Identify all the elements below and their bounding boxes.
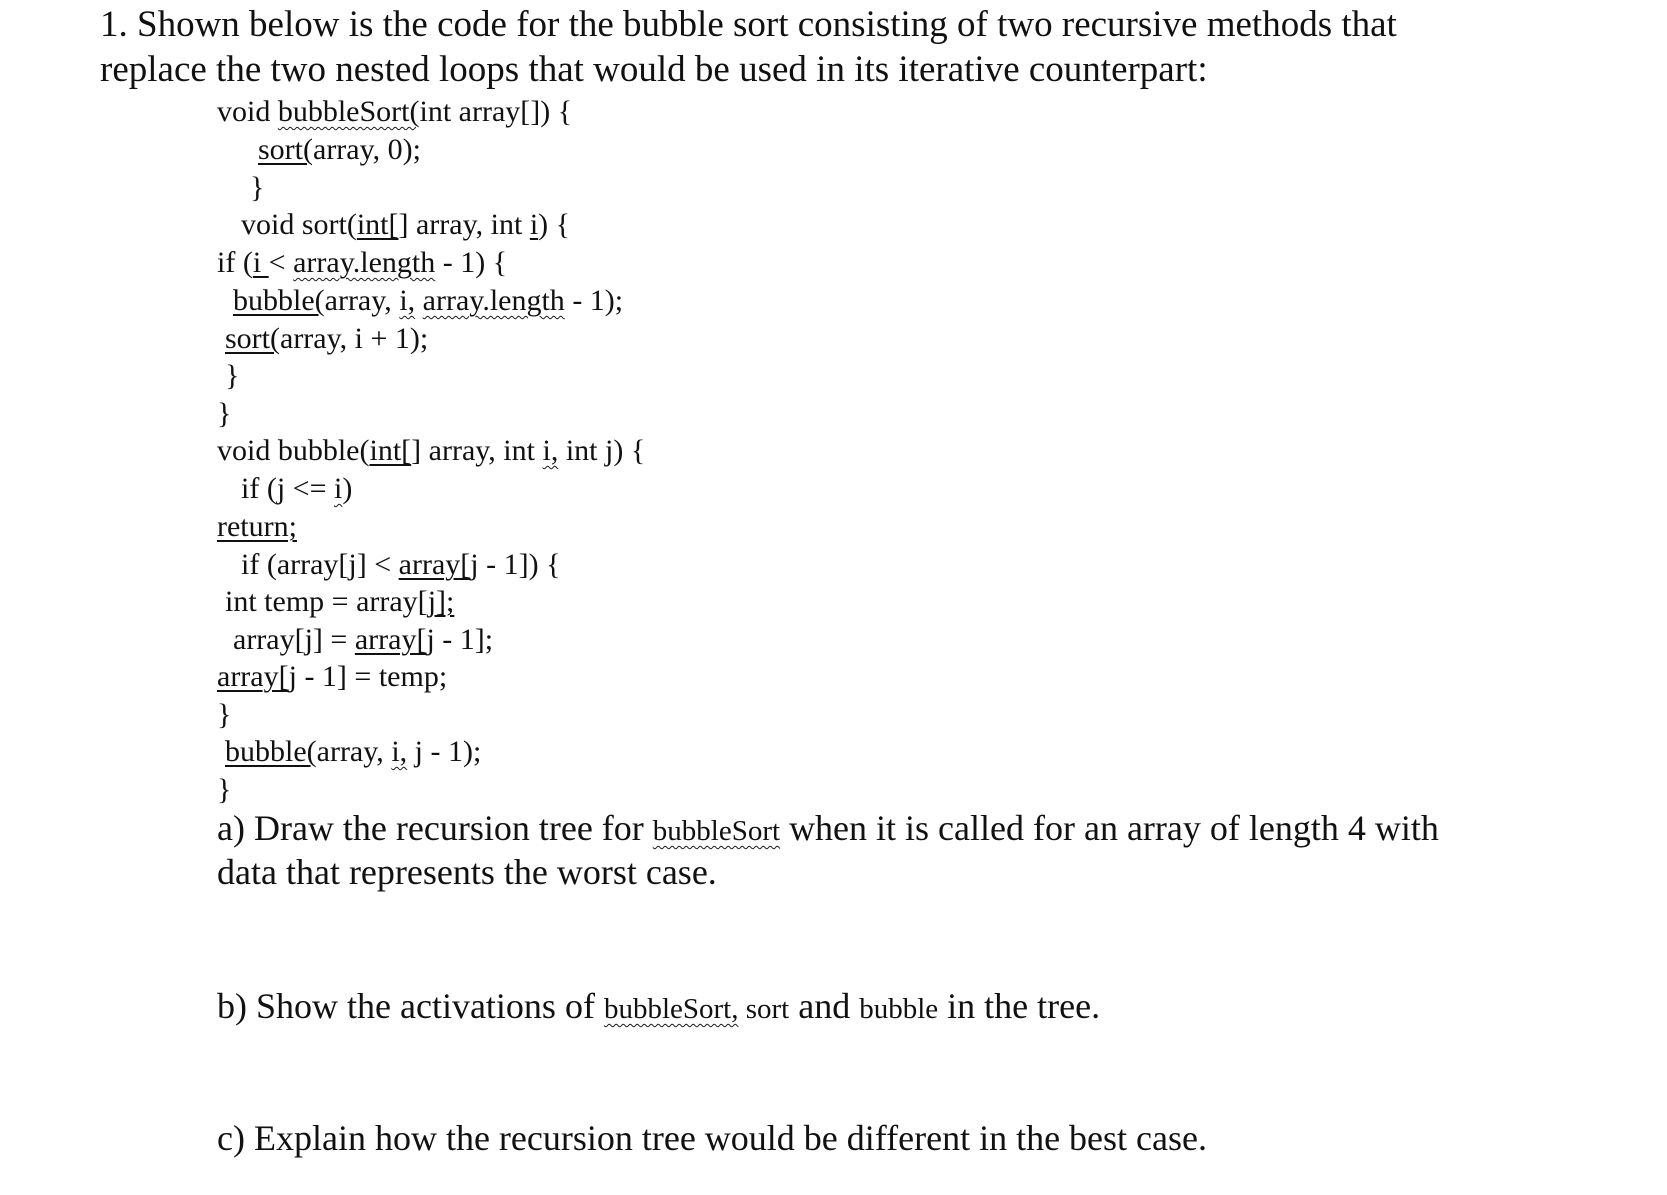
code-token: j - 1); bbox=[407, 735, 482, 768]
code-line-close-brace: } bbox=[217, 773, 232, 806]
code-token: int array[]) { bbox=[419, 95, 573, 128]
code-token-underlined: i bbox=[252, 246, 269, 279]
code-token: j - 1]; bbox=[426, 623, 494, 656]
code-token: - 1) { bbox=[435, 246, 508, 279]
code-token-underlined: j]; bbox=[427, 585, 455, 618]
code-token-underlined: bubble( bbox=[225, 735, 317, 768]
code-line-bubblesort-signature bbox=[217, 93, 572, 131]
code-line-bubble-signature bbox=[217, 432, 645, 470]
code-token: void sort( bbox=[241, 208, 357, 241]
code-token-spellcheck: i, bbox=[399, 284, 416, 317]
code-line-close-brace: } bbox=[225, 359, 240, 392]
code-token: ] array, int bbox=[398, 208, 530, 241]
code-token-spellcheck: i, bbox=[542, 434, 559, 467]
code-token: if (j <= bbox=[241, 472, 334, 505]
question-term: bubble bbox=[859, 993, 939, 1025]
code-token: void bbox=[217, 95, 278, 128]
code-line-sort-call bbox=[258, 131, 421, 169]
code-token: int temp = array[ bbox=[225, 585, 428, 618]
code-line-temp-assign bbox=[225, 583, 454, 621]
code-token-underlined: array[ bbox=[398, 548, 471, 581]
question-term: sort bbox=[738, 993, 790, 1025]
question-a-line-1 bbox=[217, 806, 1439, 853]
code-token-underlined: int[ bbox=[356, 208, 399, 241]
code-token: array, bbox=[316, 735, 392, 768]
code-token-underlined: array[ bbox=[217, 660, 289, 693]
code-line-swap-assign bbox=[233, 621, 493, 659]
question-term-spellcheck: bubbleSort bbox=[652, 815, 781, 847]
code-line-bubble-recursive-call bbox=[225, 733, 481, 771]
code-token-underlined: bubble( bbox=[233, 284, 325, 317]
code-token-spellcheck: i bbox=[334, 472, 343, 505]
code-token-underlined: int[ bbox=[369, 434, 412, 467]
question-heading-line-1: 1. Shown below is the code for the bubble sort consisting of two recursive methods that bbox=[100, 4, 1397, 45]
question-text: b) Show the activations of bbox=[217, 986, 604, 1026]
code-token: j - 1]) { bbox=[470, 548, 561, 581]
code-token-spellcheck: array.length bbox=[293, 246, 436, 279]
code-line-close-brace: } bbox=[217, 397, 232, 430]
question-text: when it is called for an array of length 4 with bbox=[780, 808, 1439, 848]
question-term-spellcheck: bubbleSort, bbox=[603, 993, 739, 1025]
code-token: ) { bbox=[538, 208, 571, 241]
code-line-close-brace: } bbox=[217, 698, 232, 731]
code-token: ) bbox=[342, 472, 353, 505]
code-token-underlined: array[ bbox=[354, 623, 427, 656]
question-text: a) Draw the recursion tree for bbox=[217, 808, 653, 848]
code-token-underlined: return; bbox=[217, 510, 297, 543]
code-token-underlined: sort( bbox=[225, 322, 280, 355]
code-token: j - 1] = temp; bbox=[288, 660, 448, 693]
code-line-sort-signature bbox=[241, 206, 570, 244]
code-token: array, i + 1); bbox=[280, 322, 429, 355]
code-token-underlined: i bbox=[529, 208, 539, 241]
question-c: c) Explain how the recursion tree would be different in the best case. bbox=[217, 1118, 1207, 1158]
question-text: in the tree. bbox=[938, 986, 1101, 1026]
question-b bbox=[217, 984, 1100, 1031]
code-token: ] array, int bbox=[411, 434, 543, 467]
code-token: void bubble( bbox=[217, 434, 370, 467]
code-token-spellcheck: array.length bbox=[422, 284, 565, 317]
question-a-line-2: data that represents the worst case. bbox=[217, 852, 717, 892]
code-token-spellcheck: i, bbox=[391, 735, 408, 768]
code-token bbox=[415, 284, 423, 317]
code-token: array, bbox=[324, 284, 400, 317]
code-token-underlined: sort( bbox=[258, 133, 313, 166]
code-line-temp-restore bbox=[217, 658, 447, 696]
code-token: - 1); bbox=[564, 284, 624, 317]
code-token: array, 0); bbox=[313, 133, 421, 166]
code-line-if-compare bbox=[241, 546, 561, 584]
code-line-if-j-le-i bbox=[241, 470, 352, 508]
code-line-close-brace: } bbox=[250, 171, 265, 204]
code-token: < bbox=[268, 246, 294, 279]
code-line-sort-recursive-call bbox=[225, 320, 428, 358]
code-token-spellcheck: bubbleSort( bbox=[277, 95, 420, 128]
code-token: array[j] = bbox=[233, 623, 355, 656]
question-heading-line-2: replace the two nested loops that would be used in its iterative counterpart: bbox=[100, 49, 1208, 90]
code-token: if (array[j] < bbox=[241, 548, 399, 581]
code-line-if-length bbox=[217, 244, 507, 282]
question-text: and bbox=[789, 986, 860, 1026]
code-token: if ( bbox=[217, 246, 253, 279]
code-line-bubble-call bbox=[233, 282, 623, 320]
code-line-return bbox=[217, 508, 297, 546]
code-token: int j) { bbox=[558, 434, 646, 467]
